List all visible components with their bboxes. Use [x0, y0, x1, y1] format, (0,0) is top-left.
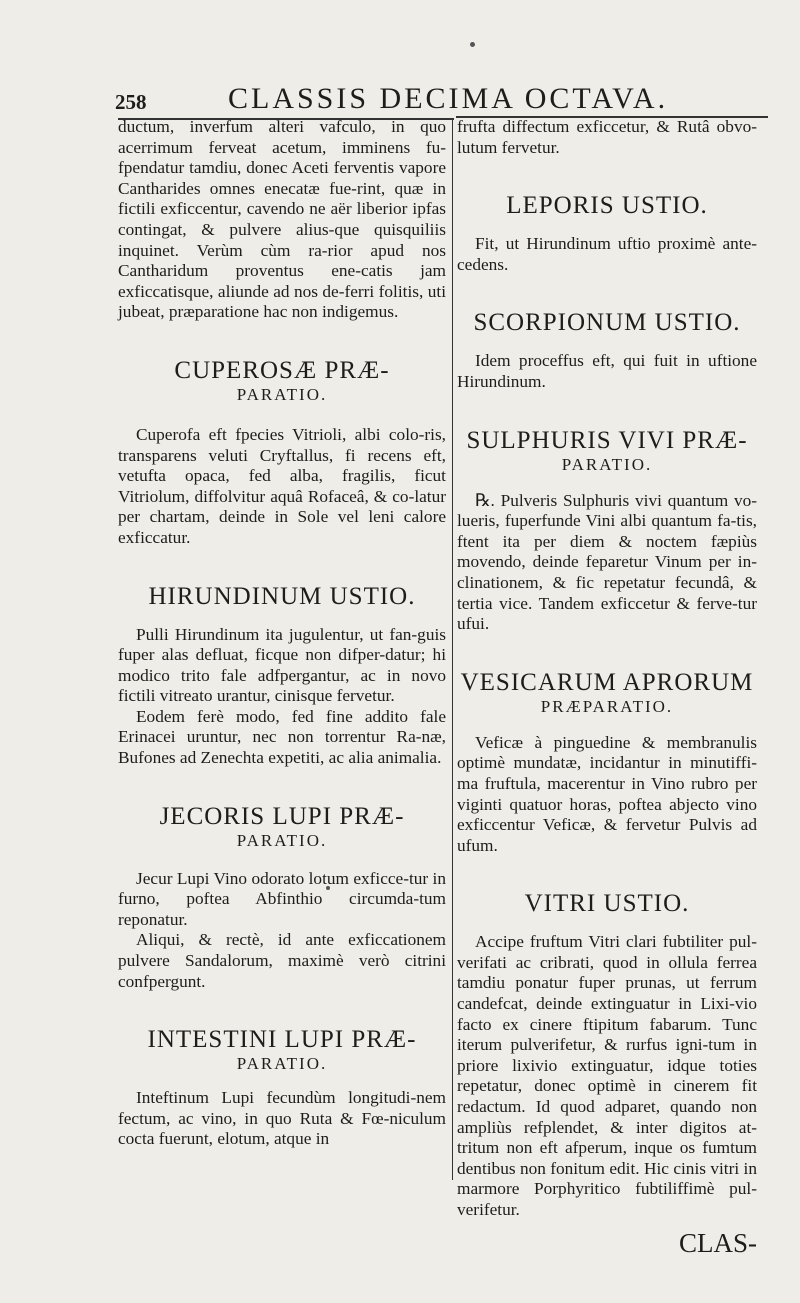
- paragraph: Jecur Lupi Vino odorato lotum exficce-tur in furno, poftea Abfinthio circumda-tum reponatur.: [118, 868, 446, 929]
- section-subheading: PARATIO.: [236, 384, 328, 404]
- paragraph: Cuperofa eft fpecies Vitrioli, albi colo-ris, transparens veluti Cryftallus, fi recens eft, vetufta opaca, fed alba, fragilis, ficut Vitriolum, diffolvitur aquâ Rofaceâ, & co-latur per chartam, deinde in Sole vel leni calore exficcatur.: [118, 424, 446, 547]
- paragraph: frufta diffectum exficcetur, & Rutâ obvo-lutum fervetur.: [457, 117, 757, 157]
- section-heading: SULPHURIS VIVI PRÆ-: [466, 426, 748, 454]
- left-column: [118, 117, 446, 1150]
- right-column: [457, 117, 757, 1259]
- section-subheading: PARATIO.: [236, 1054, 328, 1074]
- column-divider: [452, 120, 453, 1180]
- paragraph: Eodem ferè modo, fed fine addito fale Erinacei uruntur, nec non torrentur Ra-næ, Bufones ad Zenechta expetiti, ac alia animalia.: [118, 706, 446, 768]
- paragraph: Veficæ à pinguedine & membranulis optimè mundatæ, incidantur in minutiffi-ma fruftula, macerentur in Vino rubro per viginti quatuor horas, poftea abjecto vino exficcentur Veficæ, & fervetur Pulvis ad ufum.: [457, 732, 757, 855]
- paragraph: Pulli Hirundinum ita jugulentur, ut fan-guis fuper alas defluat, ficque non difper-datur; hi modico trito fale adfpergantur, ac in novo fictili vitreato urantur, cinisque fervetur.: [118, 624, 446, 706]
- speck-mark: [470, 42, 475, 47]
- paragraph: Fit, ut Hirundinum uftio proximè ante-cedens.: [457, 234, 757, 274]
- section-heading: VITRI USTIO.: [524, 890, 690, 918]
- catchword: CLAS-: [678, 1227, 757, 1258]
- section-heading: LEPORIS USTIO.: [506, 192, 708, 220]
- section-subheading: PARATIO.: [561, 454, 653, 474]
- section-heading: HIRUNDINUM USTIO.: [148, 582, 416, 610]
- paragraph: Aliqui, & rectè, id ante exficcationem pulvere Sandalorum, maximè verò citrini confpergunt.: [118, 930, 446, 991]
- section-heading: JECORIS LUPI PRÆ-: [159, 802, 405, 830]
- section-heading: INTESTINI LUPI PRÆ-: [147, 1026, 417, 1054]
- running-title: CLASSIS DECIMA OCTAVA.: [228, 82, 669, 115]
- section-subheading: PARATIO.: [236, 830, 328, 850]
- paragraph: Inteftinum Lupi fecundùm longitudi-nem fectum, ac vino, in quo Ruta & Fœ-niculum cocta fuerunt, elotum, atque in: [118, 1088, 446, 1149]
- section-heading: SCORPIONUM USTIO.: [473, 309, 741, 337]
- page-number: 258: [115, 90, 147, 114]
- paragraph: ductum, inverfum alteri vafculo, in quo acerrimum ferveat acetum, imminens fu-fpendatur tamdiu, donec Aceti ferventis vapore Cantharides omnes enecatæ fue-rint, quæ in fictili exficcentur, cavendo ne aër liberior ipfas contingat, & pulvere alius-que quisquiliis inquinet. Verùm cùm ra-rior apud nos Cantharidum proventus ene-catis jam exficcatisque, aliunde ad nos de-ferri folitis, uti jubeat, præparatione hac non indigemus.: [118, 117, 446, 322]
- section-heading: VESICARUM APRORUM: [460, 668, 754, 696]
- paragraph: Idem proceffus eft, qui fuit in uftione Hirundinum.: [457, 351, 757, 391]
- section-heading: CUPEROSÆ PRÆ-: [174, 356, 390, 384]
- section-subheading: PRÆPARATIO.: [540, 696, 674, 716]
- paragraph: Accipe fruftum Vitri clari fubtiliter pul-verifati ac cribrati, quod in ollula ferrea tamdiu ponatur fuper prunas, ut ferrum candefcat, deinde extinguatur in Lixi-vio facto ex cinere ftipitum fabarum. Tunc iterum pulverifetur, & rurfus igni-tum in priore lixivio extinguatur, idque toties repetatur, donec optimè in cinerem fit redactum. Id quod adparet, quando non ampliùs refplendet, & inter digitos at-tritum non eft afperum, inque os fumtum dentibus non fonitum edit. Hic cinis vitri in marmore Porphyritico fubtiliffimè pul-verifetur.: [457, 932, 757, 1219]
- paragraph: ℞. Pulveris Sulphuris vivi quantum vo-lueris, fuperfunde Vini albi quantum fa-tis, ftent ita per diem & noctem fæpiùs movendo, deinde feparetur Vinum per in-clinationem, & fic repetatur fecundâ, & tertia vice. Tandem exficcetur & ferve-tur ufui.: [457, 490, 757, 634]
